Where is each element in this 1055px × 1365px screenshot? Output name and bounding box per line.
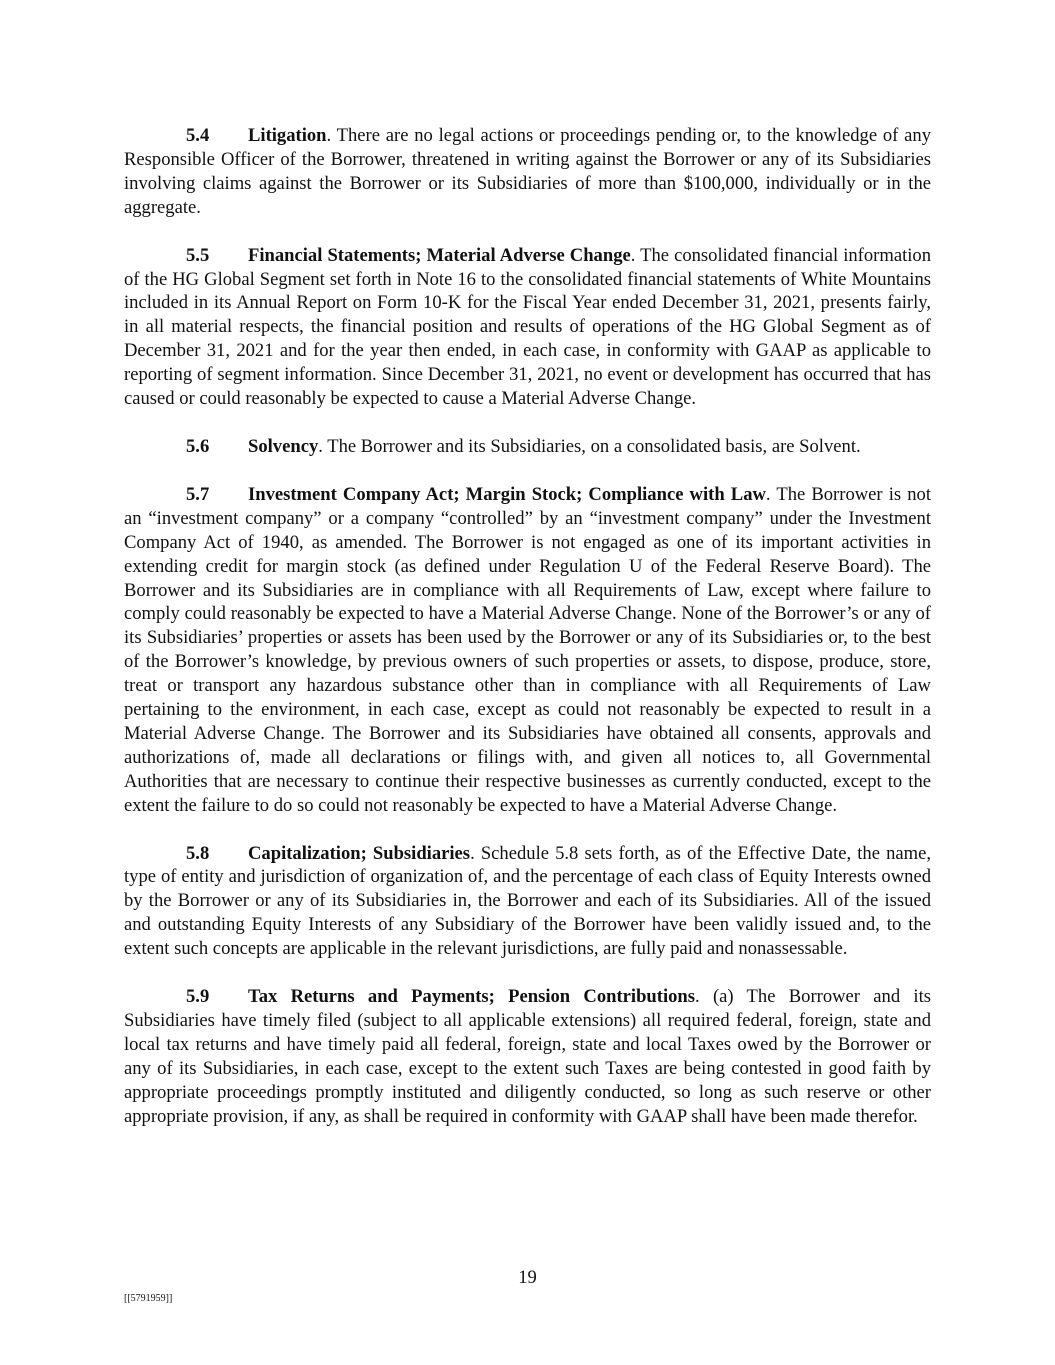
section-heading: Financial Statements; Material Adverse Change bbox=[248, 244, 631, 266]
section-text: . (a) The Borrower and its Subsidiaries have timely filed (subject to all applicable extensions) all required federal, foreign, state and local tax returns and have timely paid all federal, foreign, state and local Taxes owed by the Borrower or any of its Subsidiaries, in each case, except to the extent such Taxes are being contested in good faith by appropriate proceedings promptly instituted and diligently conducted, so long as such reserve or other appropriate provision, if any, as shall be required in conformity with GAAP shall have been made therefor. bbox=[124, 986, 931, 1127]
section-number: 5.9 bbox=[186, 986, 210, 1008]
section-text: . Schedule 5.8 sets forth, as of the Effective Date, the name, type of entity and jurisdiction of organization of, and the percentage of each class of Equity Interests owned by the Borrower or any of its Subsidiaries in, the Borrower and each of its Subsidiaries. All of the issued and outstanding Equity Interests of any Subsidiary of the Borrower have been validly issued and, to the extent such concepts are applicable in the relevant jurisdictions, are fully paid and nonassessable. bbox=[124, 842, 932, 960]
section-number: 5.5 bbox=[186, 244, 210, 266]
section-heading: Litigation bbox=[248, 125, 327, 146]
section-number: 5.6 bbox=[186, 435, 210, 457]
section-number: 5.4 bbox=[186, 125, 210, 146]
section-number: 5.7 bbox=[186, 483, 210, 505]
document-body bbox=[124, 124, 931, 1153]
document-id: [[5791959]] bbox=[124, 1293, 173, 1304]
section-5-5 bbox=[124, 244, 931, 411]
section-heading: Tax Returns and Payments; Pension Contributions bbox=[248, 986, 696, 1008]
section-heading: Solvency bbox=[248, 435, 319, 457]
section-5-4 bbox=[124, 124, 931, 220]
section-text: . The Borrower and its Subsidiaries, on a consolidated basis, are Solvent. bbox=[318, 435, 861, 457]
section-text: . The consolidated financial information of the HG Global Segment set forth in Note 16 to the consolidated financial statements of White Mountains included in its Annual Report on Form 10-K for the Fiscal Year ended December 31, 2021, presents fairly, in all material respects, the financial position and results of operations of the HG Global Segment as of December 31, 2021 and for the year then ended, in each case, in conformity with GAAP as applicable to reporting of segment information. Since December 31, 2021, no event or development has occurred that has caused or could reasonably be expected to cause a Material Adverse Change. bbox=[124, 244, 931, 410]
section-5-7 bbox=[124, 483, 931, 818]
section-5-6 bbox=[124, 435, 931, 459]
section-5-8 bbox=[124, 842, 931, 962]
section-5-9 bbox=[124, 985, 931, 1128]
section-heading: Investment Company Act; Margin Stock; Compliance with Law bbox=[248, 483, 766, 505]
section-number: 5.8 bbox=[186, 842, 210, 864]
page-number: 19 bbox=[518, 1267, 537, 1288]
section-heading: Capitalization; Subsidiaries bbox=[248, 842, 471, 864]
section-text: . The Borrower is not an “investment company” or a company “controlled” by an “investment company” under the Investment Company Act of 1940, as amended. The Borrower is not engaged as one of its important activities in extending credit for margin stock (as defined under Regulation U of the Federal Reserve Board). The Borrower and its Subsidiaries are in compliance with all Requirements of Law, except where failure to comply could reasonably be expected to have a Material Adverse Change. None of the Borrower’s or any of its Subsidiaries’ properties or assets has been used by the Borrower or any of its Subsidiaries or, to the best of the Borrower’s knowledge, by previous owners of such properties or assets, to dispose, produce, store, treat or transport any hazardous substance other than in compliance with all Requirements of Law pertaining to the environment, in each case, except as could not reasonably be expected to result in a Material Adverse Change. The Borrower and its Subsidiaries have obtained all consents, approvals and authorizations of, made all declarations or filings with, and given all notices to, all Governmental Authorities that are necessary to continue their respective businesses as currently conducted, except to the extent the failure to do so could not reasonably be expected to have a Material Adverse Change. bbox=[124, 483, 931, 816]
section-text: . There are no legal actions or proceedings pending or, to the knowledge of any Responsible Officer of the Borrower, threatened in writing against the Borrower or any of its Subsidiaries involving claims against the Borrower or its Subsidiaries of more than $100,000, individually or in the aggregate. bbox=[124, 125, 931, 218]
